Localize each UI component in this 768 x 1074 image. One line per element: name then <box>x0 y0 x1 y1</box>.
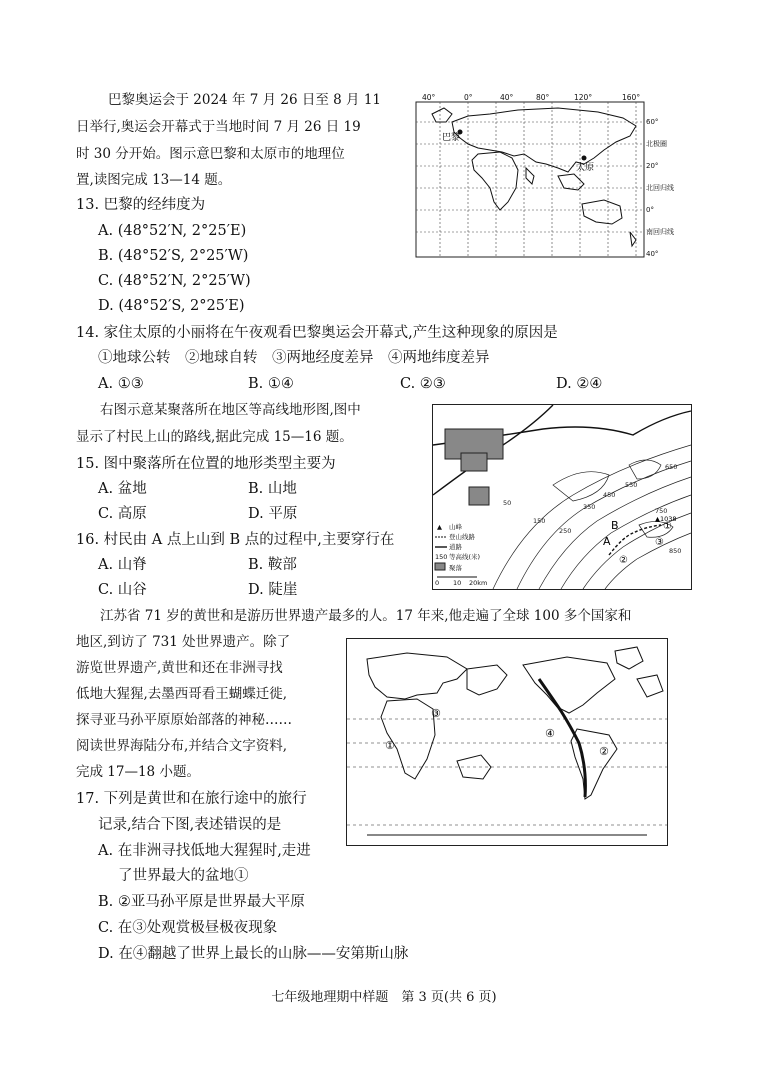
page-footer: 七年级地理期中样题 第 3 页(共 6 页) <box>271 990 497 1005</box>
q17-option-a-cont: 了世界最大的盆地① <box>118 868 249 884</box>
q16-stem: 16. 村民由 A 点上山到 B 点的过程中,主要穿行在 <box>76 532 395 548</box>
q17-option-d: D. 在④翻越了世界上最长的山脉——安第斯山脉 <box>98 946 409 962</box>
map1-lat-label: 北极圈 <box>646 140 667 148</box>
q17-option-a: A. 在非洲寻找低地大猩猩时,走进 <box>98 843 311 859</box>
map3-mark-3: ③ <box>431 707 441 720</box>
point-a-label: A <box>603 535 611 548</box>
intro3-line7: 完成 17—18 小题。 <box>76 764 200 780</box>
map1-lon-label: 40° <box>500 93 514 102</box>
q14-option-c: C. ②③ <box>400 376 446 392</box>
q14-option-a: A. ①③ <box>98 376 144 392</box>
legend-trail: 登山线路 <box>449 533 475 541</box>
map1-city-paris: 巴黎 <box>442 133 461 143</box>
q16-option-a: A. 山脊 <box>98 557 147 573</box>
intro1-line2: 日举行,奥运会开幕式于当地时间 7 月 26 日 19 <box>76 119 361 135</box>
map1-lat-label: 0° <box>646 206 654 214</box>
contour-label: 150 <box>533 517 546 525</box>
map1-lat-label: 20° <box>646 162 659 170</box>
map1-lon-label: 40° <box>422 93 436 102</box>
q17-option-c: C. 在③处观赏极昼极夜现象 <box>98 920 278 936</box>
q17-option-b: B. ②亚马孙平原是世界最大平原 <box>98 894 305 910</box>
world-map <box>346 638 668 846</box>
intro3-line2: 地区,到访了 731 处世界遗产。除了 <box>76 634 291 650</box>
q13-option-a: A. (48°52′N, 2°25′E) <box>98 223 247 239</box>
map1-lat-label: 60° <box>646 118 659 126</box>
intro3-line3: 游览世界遗产,黄世和还在非洲寻找 <box>76 660 283 676</box>
map1-lat-label: 40° <box>646 250 659 258</box>
contour-map <box>432 404 692 590</box>
contour-label: 50 <box>503 499 512 507</box>
map1-lon-label: 120° <box>574 93 593 102</box>
svg-text:▲: ▲ <box>437 523 442 531</box>
q16-option-b: B. 鞍部 <box>248 557 297 573</box>
q17-stem-line2: 记录,结合下图,表述错误的是 <box>98 817 282 833</box>
intro1-line3: 时 30 分开始。图示意巴黎和太原市的地理位 <box>76 146 345 162</box>
legend-peak: 山峰 <box>449 523 462 531</box>
scale-0: 0 <box>435 579 440 587</box>
intro3-line1: 江苏省 71 岁的黄世和是游历世界遗产最多的人。17 年来,他走遍了全球 100 多个国家和 <box>100 608 632 624</box>
legend-road: 道路 <box>449 543 462 551</box>
map1-lon-label: 80° <box>536 93 550 102</box>
scale-20: 20km <box>469 579 488 587</box>
q16-option-c: C. 山谷 <box>98 582 147 598</box>
contour-label: 650 <box>665 463 678 471</box>
q14-items: ①地球公转 ②地球自转 ③两地经度差异 ④两地纬度差异 <box>98 350 490 366</box>
q15-option-b: B. 山地 <box>248 481 297 497</box>
intro1-line4: 置,读图完成 13—14 题。 <box>76 172 232 188</box>
map3-mark-1: ① <box>385 739 395 752</box>
peak-label: ▲1038 <box>655 515 677 523</box>
contour-label: 750 <box>655 507 668 515</box>
legend-contour-num: 150 <box>435 553 448 561</box>
q13-option-c: C. (48°52′N, 2°25′W) <box>98 273 251 289</box>
contour-label: 450 <box>603 491 616 499</box>
q15-option-a: A. 盆地 <box>98 481 147 497</box>
map2-mark-2: ② <box>619 555 628 566</box>
intro1-line1: 巴黎奥运会于 2024 年 7 月 26 日至 8 月 11 <box>108 92 382 108</box>
contour-label: 250 <box>559 527 572 535</box>
contour-label: 350 <box>583 503 596 511</box>
q15-option-d: D. 平原 <box>248 506 298 522</box>
intro3-line5: 探寻亚马孙平原原始部落的神秘…… <box>76 712 292 728</box>
q13-option-b: B. (48°52′S, 2°25′W) <box>98 248 249 264</box>
q15-option-c: C. 高原 <box>98 506 147 522</box>
q13-stem: 13. 巴黎的经纬度为 <box>76 197 206 213</box>
map1-city-taiyuan: 太原 <box>576 163 595 173</box>
legend-contour: 等高线(米) <box>449 553 481 561</box>
point-b-label: B <box>611 519 619 532</box>
map3-mark-2: ② <box>599 745 609 758</box>
world-grid-map <box>408 92 674 262</box>
map2-mark-1: ① <box>663 521 672 532</box>
map2-mark-3: ③ <box>655 537 664 548</box>
map1-lat-label: 南回归线 <box>646 228 674 236</box>
q13-option-d: D. (48°52′S, 2°25′E) <box>98 298 245 314</box>
contour-label: 850 <box>669 547 682 555</box>
q17-stem-line1: 17. 下列是黄世和在旅行途中的旅行 <box>76 791 307 807</box>
scale-10: 10 <box>453 579 462 587</box>
map3-mark-4: ④ <box>545 727 555 740</box>
q15-stem: 15. 图中聚落所在位置的地形类型主要为 <box>76 456 336 472</box>
intro3-line4: 低地大猩猩,去墨西哥看王蝴蝶迁徙, <box>76 686 288 702</box>
q14-stem: 14. 家住太原的小丽将在午夜观看巴黎奥运会开幕式,产生这种现象的原因是 <box>76 325 558 341</box>
q16-option-d: D. 陡崖 <box>248 582 298 598</box>
map1-lat-label: 北回归线 <box>646 184 674 192</box>
map1-lon-label: 160° <box>622 93 641 102</box>
intro2-line2: 显示了村民上山的路线,据此完成 15—16 题。 <box>76 429 353 445</box>
intro2-line1: 右图示意某聚落所在地区等高线地形图,图中 <box>100 402 361 418</box>
q14-option-d: D. ②④ <box>556 376 603 392</box>
q14-option-b: B. ①④ <box>248 376 294 392</box>
legend-settlement: 聚落 <box>449 564 462 572</box>
map1-lon-label: 0° <box>464 93 473 102</box>
taiyuan-point <box>582 156 587 161</box>
contour-label: 550 <box>625 481 638 489</box>
intro3-line6: 阅读世界海陆分布,并结合文字资料, <box>76 738 288 754</box>
